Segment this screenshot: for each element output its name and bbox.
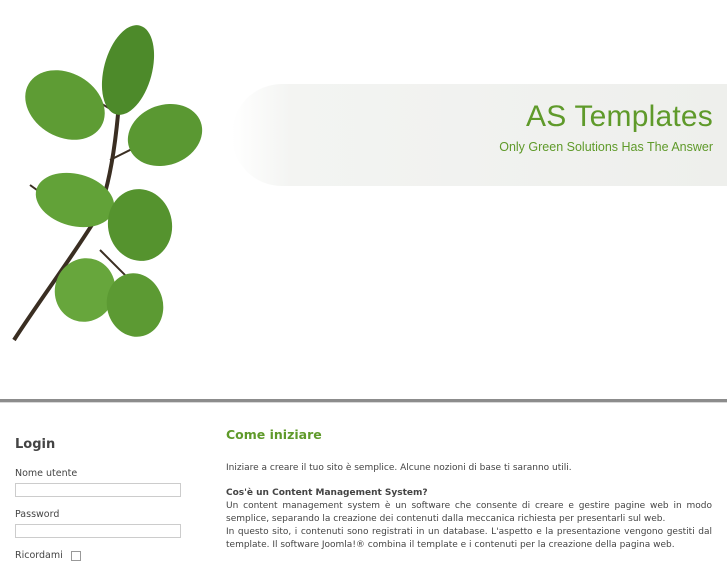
- remember-label: Ricordami: [15, 550, 63, 561]
- article-intro: Iniziare a creare il tuo sito è semplice. Alcune nozioni di base ti saranno utili.: [226, 463, 572, 473]
- article-question: Cos'è un Content Management System?: [226, 488, 428, 498]
- password-input[interactable]: [15, 524, 181, 538]
- login-heading: Login: [15, 437, 56, 452]
- header-divider-shadow: [0, 402, 727, 403]
- password-label: Password: [15, 509, 60, 520]
- site-tagline: Only Green Solutions Has The Answer: [499, 140, 713, 154]
- remember-row: [15, 550, 185, 561]
- article-paragraph-1: Un content management system è un software che consente di creare e gestire pagine web in modo semplice, separando la creazione dei contenuti dalla meccanica richiesta per presentarli sul web.: [226, 501, 712, 524]
- article-title[interactable]: Come iniziare: [226, 427, 322, 442]
- remember-checkbox[interactable]: [71, 551, 81, 561]
- leaf-branch-image: [0, 10, 230, 350]
- site-title[interactable]: AS Templates: [526, 100, 713, 133]
- login-module: [15, 437, 185, 561]
- username-label: Nome utente: [15, 468, 78, 479]
- main-article: [226, 427, 712, 552]
- article-paragraph-2: In questo sito, i contenuti sono registrati in un database. L'aspetto e la presentazione vengono gestiti dal template. Il software Joomla!® combina il template e i contenuti per la creazione della pagina web.: [226, 527, 712, 550]
- username-input[interactable]: [15, 483, 181, 497]
